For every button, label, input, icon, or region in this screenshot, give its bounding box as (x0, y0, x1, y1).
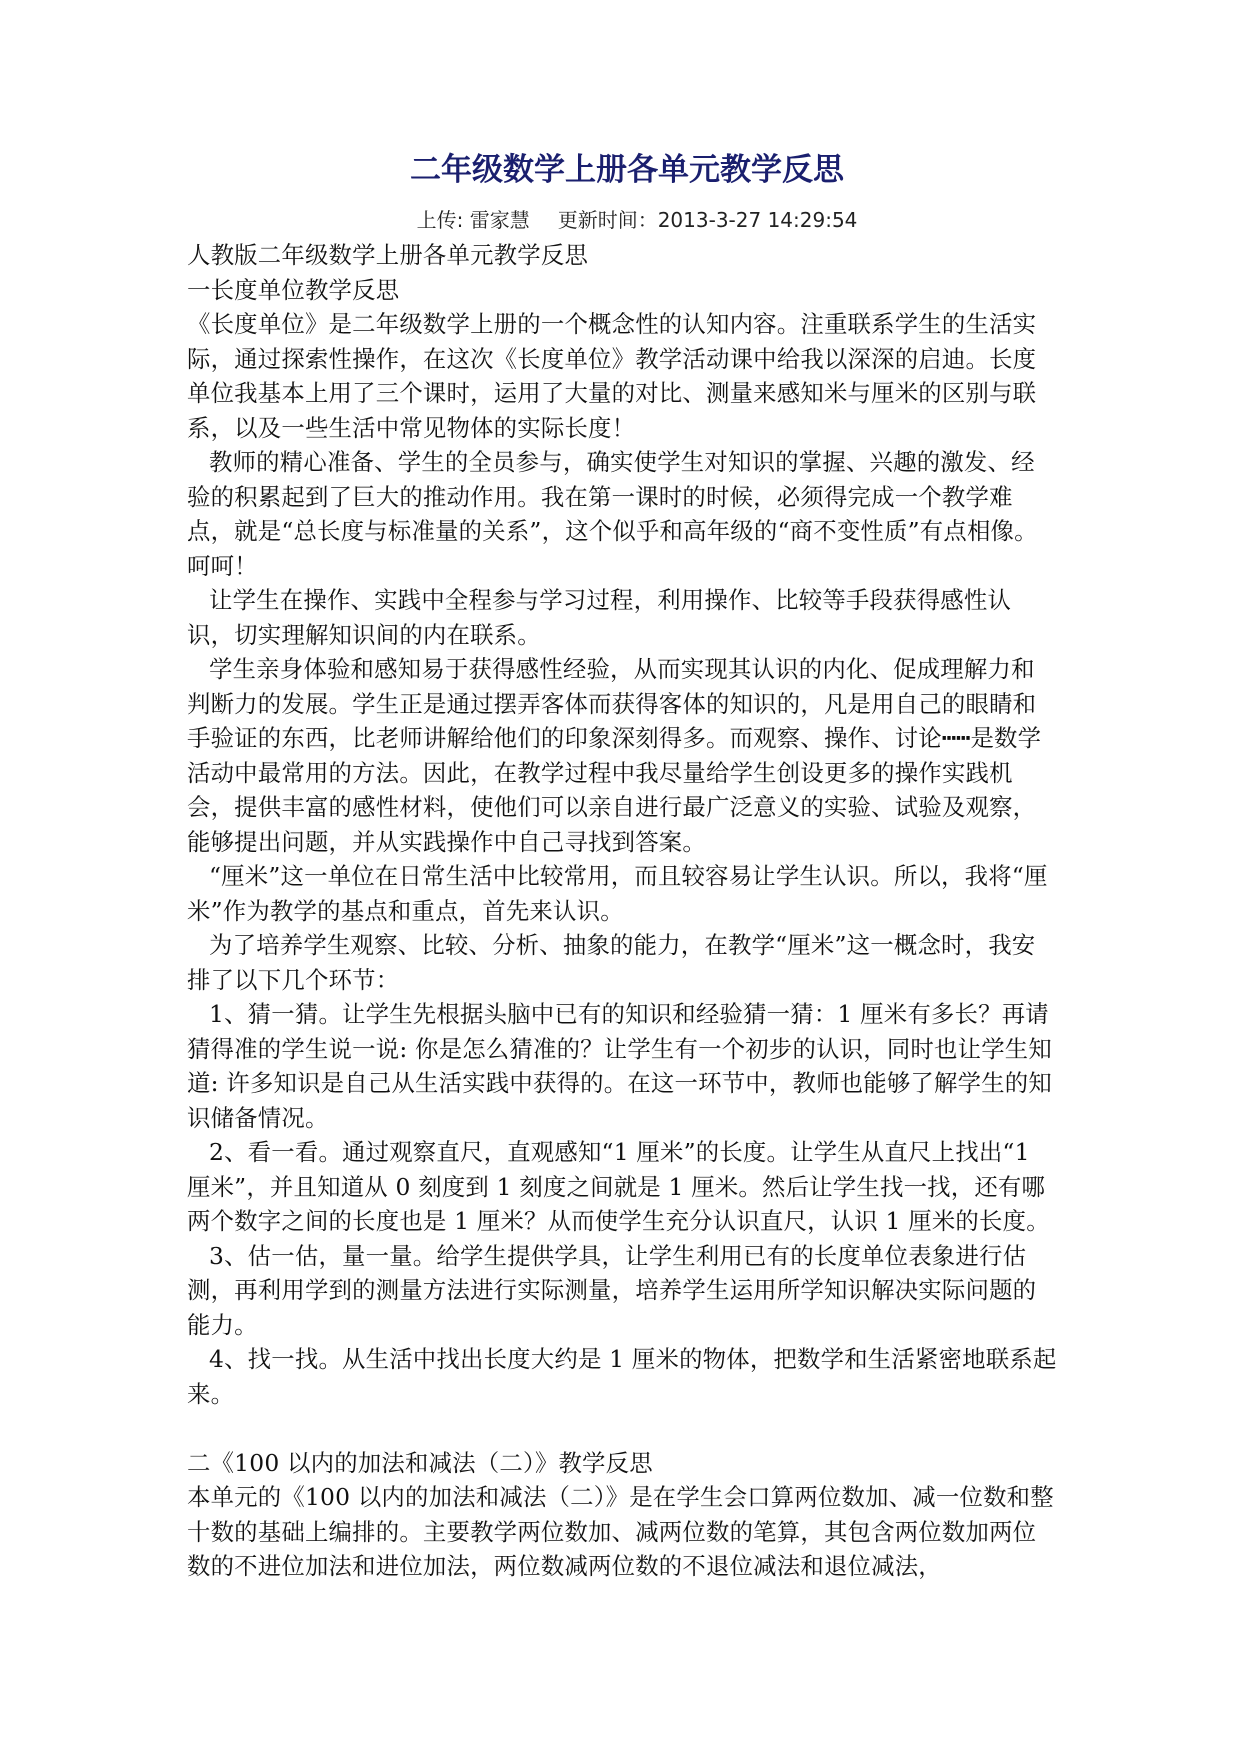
list-item: 4、找一找。从生活中找出长度大约是 1 厘米的物体，把数学和生活紧密地联系起来。 (187, 1345, 1057, 1408)
list-item: 1、猜一猜。让学生先根据头脑中已有的知识和经验猜一猜：1 厘米有多长？再请猜得准的学生说一说: 你是怎么猜准的？让学生有一个初步的认识，同时也让学生知道: 许多知识是自己从生活实践中获得的。在这一环节中，教师也能够了解学生的知识储备情况。 (187, 1000, 1052, 1132)
document-meta (187, 208, 1057, 232)
blank-line (187, 1411, 1057, 1446)
doc-subtitle: 人教版二年级数学上册各单元教学反思 (187, 241, 589, 269)
updated-label: 更新时间： (557, 208, 658, 232)
list-item: 2、看一看。通过观察直尺，直观感知“1 厘米”的长度。让学生从直尺上找出“1 厘米”，并且知道从 0 刻度到 1 刻度之间就是 1 厘米。然后让学生找一找，还有哪两个数字之间的长度也是 1 厘米？从而使学生充分认识直尺，认识 1 厘米的长度。 (187, 1138, 1050, 1235)
uploader-name: 雷家慧 (469, 208, 530, 232)
paragraph: 《长度单位》是二年级数学上册的一个概念性的认知内容。注重联系学生的生活实际，通过探索性操作，在这次《长度单位》教学活动课中给我以深深的启迪。长度单位我基本上用了三个课时，运用了大量的对比、测量来感知米与厘米的区别与联系，以及一些生活中常见物体的实际长度！ (187, 310, 1037, 442)
section-heading-length-units: 一长度单位教学反思 (187, 275, 400, 304)
list-item: 3、估一估，量一量。给学生提供学具，让学生利用已有的长度单位表象进行估测，再利用学到的测量方法进行实际测量，培养学生运用所学知识解决实际问题的能力。 (187, 1241, 1037, 1339)
document-page (187, 152, 1057, 1584)
paragraph: “厘米”这一单位在日常生活中比较常用，而且较容易让学生认识。所以，我将“厘米”作为教学的基点和重点，首先来认识。 (187, 862, 1048, 925)
paragraph: 学生亲身体验和感知易于获得感性经验，从而实现其认识的内化、促成理解力和判断力的发展。学生正是通过摆弄客体而获得客体的知识的，凡是用自己的眼睛和手验证的东西，比老师讲解给他们的印象深刻得多。而观察、操作、讨论┅┅是数学活动中最常用的方法。因此，在教学过程中我尽量给学生创设更多的操作实践机会，提供丰富的感性材料，使他们可以亲自进行最广泛意义的实验、试验及观察，能够提出问题，并从实践操作中自己寻找到答案。 (187, 655, 1042, 856)
paragraph: 教师的精心准备、学生的全员参与，确实使学生对知识的掌握、兴趣的激发、经验的积累起到了巨大的推动作用。我在第一课时的时候，必须得完成一个教学难点，就是“总长度与标准量的关系”，这个似乎和高年级的“商不变性质”有点相像。呵呵！ (187, 448, 1038, 580)
paragraph: 本单元的《100 以内的加法和减法（二）》是在学生会口算两位数加、减一位数和整十数的基础上编排的。主要教学两位数加、减两位数的笔算，其包含两位数加两位数的不进位加法和进位加法，两位数减两位数的不退位减法和退位减法， (187, 1483, 1054, 1580)
updated-time: 2013-3-27 14:29:54 (657, 208, 858, 232)
paragraph: 为了培养学生观察、比较、分析、抽象的能力，在教学“厘米”这一概念时，我安排了以下几个环节： (187, 931, 1036, 994)
paragraph: 让学生在操作、实践中全程参与学习过程，利用操作、比较等手段获得感性认识，切实理解知识间的内在联系。 (187, 586, 1012, 649)
document-title: 二年级数学上册各单元教学反思 (410, 152, 844, 188)
document-body (187, 238, 1057, 1584)
section-heading-addition-subtraction: 二《100 以内的加法和减法（二）》教学反思 (187, 1448, 653, 1477)
uploader-label: 上传: (416, 208, 464, 232)
